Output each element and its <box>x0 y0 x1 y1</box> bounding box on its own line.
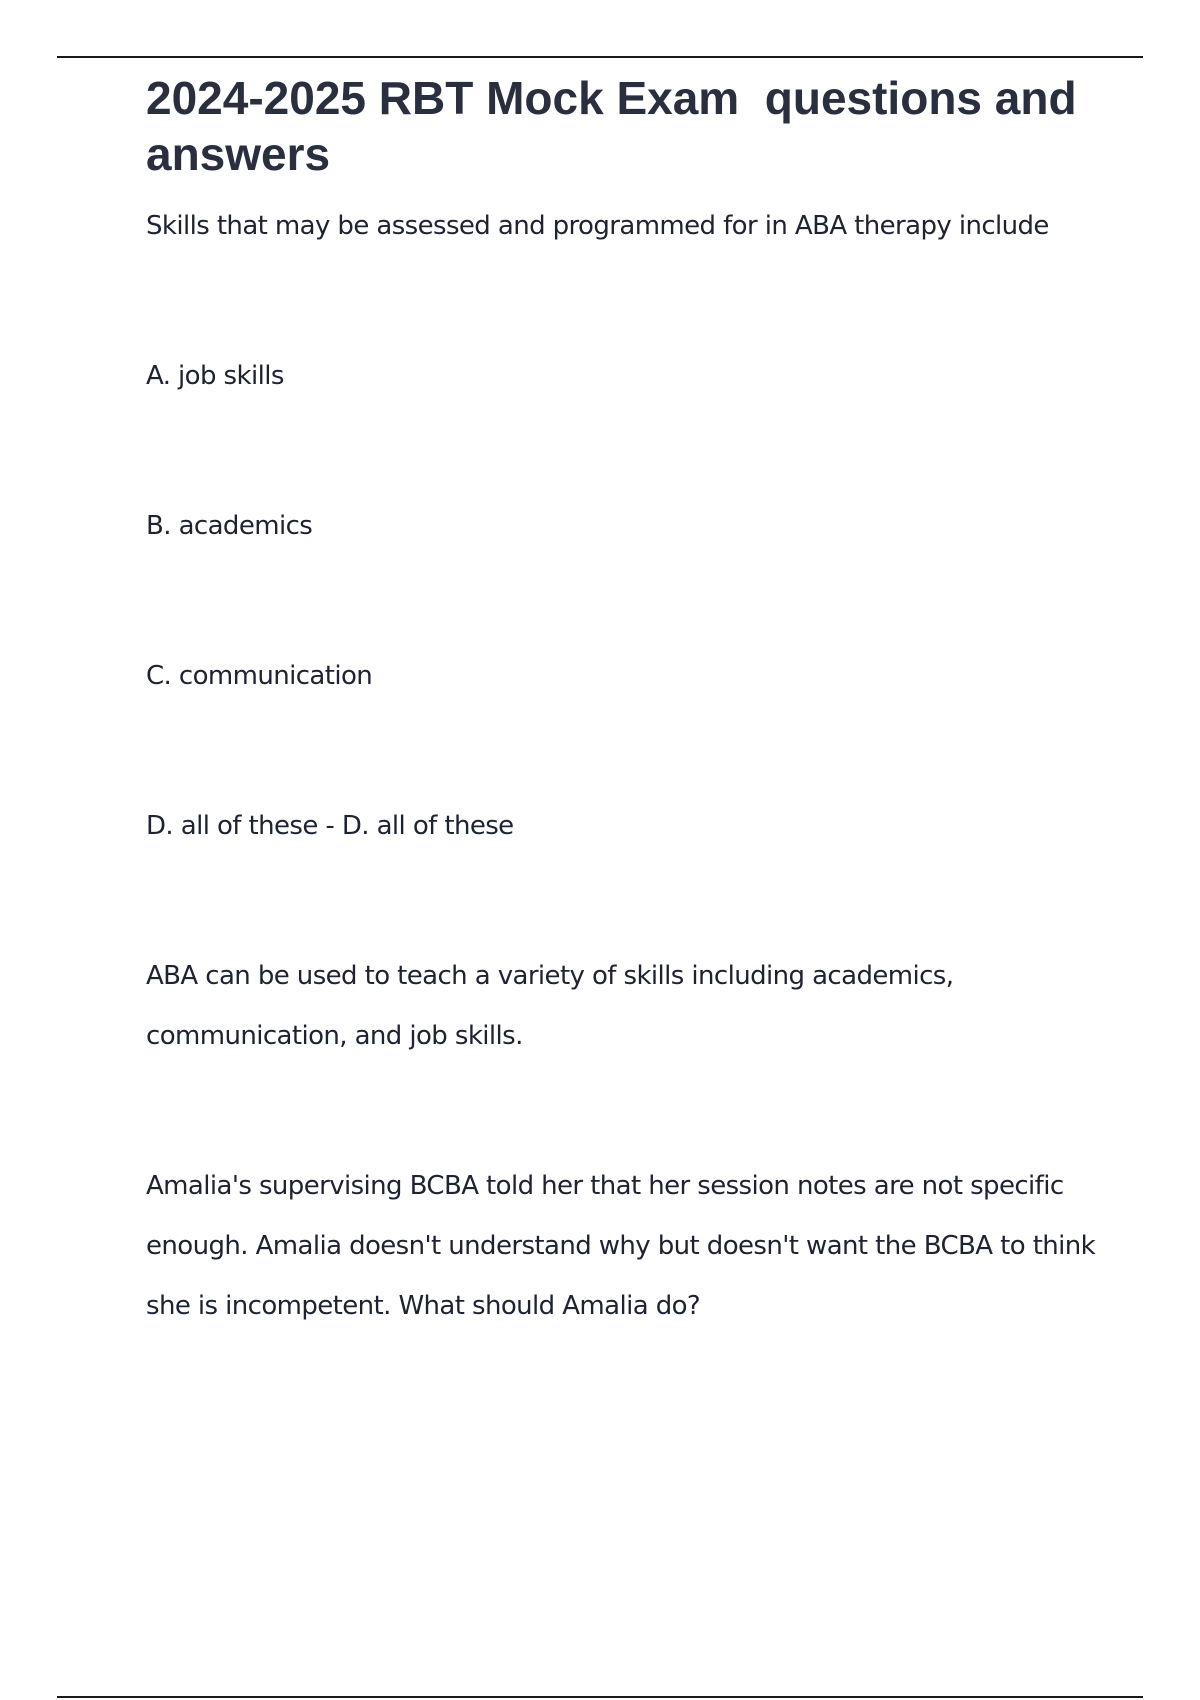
question-1-prompt: Skills that may be assessed and programmed for in ABA therapy include <box>146 211 1049 241</box>
question-1-option-d: D. all of these - D. all of these <box>146 811 514 841</box>
document-body <box>146 70 1106 1336</box>
bottom-rule <box>57 1696 1143 1698</box>
question-1-option-c: C. communication <box>146 661 373 691</box>
question-1-option-a: A. job skills <box>146 361 284 391</box>
top-rule <box>57 56 1143 58</box>
document-title: 2024-2025 RBT Mock Exam questions and answers <box>146 72 1090 180</box>
question-1-explanation: ABA can be used to teach a variety of skills including academics, communication, and job skills. <box>146 961 954 1051</box>
question-2-prompt: Amalia's supervising BCBA told her that her session notes are not specific enough. Amalia doesn't understand why but doesn't want the BCBA to think she is incompetent. What should Amalia do? <box>146 1171 1096 1321</box>
question-1-option-b: B. academics <box>146 511 313 541</box>
